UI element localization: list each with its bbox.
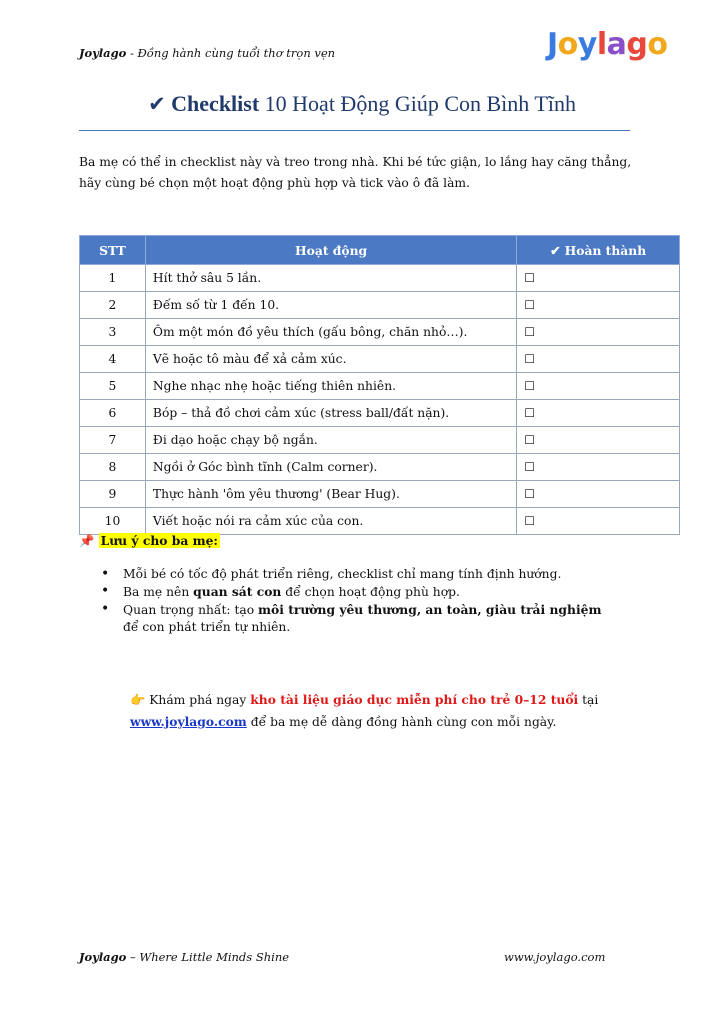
logo-letter: a	[606, 27, 627, 62]
note-item	[98, 583, 618, 601]
row-activity: Bóp – thả đồ chơi cảm xúc (stress ball/đất nặn).	[145, 400, 516, 427]
pushpin-icon: 📌	[79, 534, 95, 548]
cta-paragraph	[130, 689, 610, 733]
row-done-checkbox[interactable]: ☐	[517, 319, 680, 346]
table-row	[80, 346, 680, 373]
row-activity: Đếm số từ 1 đến 10.	[145, 292, 516, 319]
row-done-checkbox[interactable]: ☐	[517, 400, 680, 427]
title-bold: Checklist	[171, 91, 260, 116]
checklist-table	[79, 235, 680, 535]
row-activity: Ngồi ở Góc bình tĩnh (Calm corner).	[145, 454, 516, 481]
note-title: Lưu ý cho ba mẹ:	[100, 533, 218, 548]
row-done-checkbox[interactable]: ☐	[517, 508, 680, 535]
row-stt: 9	[80, 481, 146, 508]
header-done: ✔ Hoàn thành	[517, 236, 680, 265]
intro-paragraph: Ba mẹ có thể in checklist này và treo trong nhà. Khi bé tức giận, lo lắng hay căng thẳng, hãy cùng bé chọn một hoạt động phù hợp và tick vào ô đã làm.	[79, 155, 632, 190]
footer-brand: Joylago	[79, 950, 127, 964]
header-tagline-text: - Đồng hành cùng tuổi thơ trọn vẹn	[126, 46, 336, 60]
header-stt: STT	[80, 236, 146, 265]
row-activity: Ôm một món đồ yêu thích (gấu bông, chăn nhỏ…).	[145, 319, 516, 346]
footer-tagline	[79, 950, 289, 964]
logo-letter: y	[577, 27, 597, 62]
table-row	[80, 265, 680, 292]
note-heading	[79, 533, 220, 549]
pointing-hand-icon: 👉	[130, 693, 146, 707]
logo-letter: g	[626, 27, 648, 62]
row-activity: Nghe nhạc nhẹ hoặc tiếng thiên nhiên.	[145, 373, 516, 400]
note-item-3-bold: môi trường yêu thương, an toàn, giàu trải nghiệm	[258, 602, 602, 617]
checkmark-icon: ✔	[148, 92, 166, 116]
footer-tagline-text: – Where Little Minds Shine	[126, 950, 290, 964]
note-item-3-pre: Quan trọng nhất: tạo	[123, 603, 259, 617]
row-activity: Viết hoặc nói ra cảm xúc của con.	[145, 508, 516, 535]
row-stt: 7	[80, 427, 146, 454]
row-stt: 4	[80, 346, 146, 373]
row-activity: Thực hành 'ôm yêu thương' (Bear Hug).	[145, 481, 516, 508]
row-stt: 10	[80, 508, 146, 535]
logo-letter: o	[647, 27, 668, 62]
row-stt: 5	[80, 373, 146, 400]
row-done-checkbox[interactable]: ☐	[517, 454, 680, 481]
row-done-checkbox[interactable]: ☐	[517, 427, 680, 454]
row-activity: Đi dạo hoặc chạy bộ ngắn.	[145, 427, 516, 454]
row-stt: 2	[80, 292, 146, 319]
row-done-checkbox[interactable]: ☐	[517, 292, 680, 319]
header-activity: Hoạt động	[145, 236, 516, 265]
table-row	[80, 481, 680, 508]
header-brand: Joylago	[79, 46, 127, 60]
cta-highlight: kho tài liệu giáo dục miễn phí cho trẻ 0–12 tuổi	[250, 692, 579, 707]
row-stt: 1	[80, 265, 146, 292]
row-stt: 8	[80, 454, 146, 481]
logo-letter: l	[596, 27, 607, 62]
website-link[interactable]: www.joylago.com	[130, 714, 247, 729]
row-done-checkbox[interactable]: ☐	[517, 373, 680, 400]
table-row	[80, 427, 680, 454]
cta-pre: Khám phá ngay	[145, 693, 251, 707]
note-item-1-text: Mỗi bé có tốc độ phát triển riêng, checklist chỉ mang tính định hướng.	[123, 567, 562, 581]
page-title	[0, 91, 724, 117]
table-row	[80, 508, 680, 535]
note-item	[98, 601, 618, 636]
note-item-2-bold: quan sát con	[193, 584, 282, 599]
footer-url: www.joylago.com	[504, 950, 606, 964]
row-stt: 6	[80, 400, 146, 427]
cta-post: để ba mẹ dễ dàng đồng hành cùng con mỗi ngày.	[246, 715, 557, 729]
row-activity: Hít thở sâu 5 lần.	[145, 265, 516, 292]
cta-mid: tại	[578, 693, 599, 707]
note-item-2-post: để chọn hoạt động phù hợp.	[281, 585, 460, 599]
table-row	[80, 400, 680, 427]
note-item-2-pre: Ba mẹ nên	[123, 585, 194, 599]
table-row	[80, 373, 680, 400]
logo-letter: J	[547, 27, 558, 62]
row-done-checkbox[interactable]: ☐	[517, 265, 680, 292]
title-divider	[79, 130, 630, 131]
table-row	[80, 319, 680, 346]
joylago-logo	[547, 28, 668, 62]
table-header-row	[80, 236, 680, 265]
logo-letter: o	[557, 27, 578, 62]
note-item-3-post: để con phát triển tự nhiên.	[123, 620, 291, 634]
title-rest: 10 Hoạt Động Giúp Con Bình Tĩnh	[259, 91, 576, 116]
note-item	[98, 566, 618, 583]
table-row	[80, 292, 680, 319]
row-stt: 3	[80, 319, 146, 346]
row-done-checkbox[interactable]: ☐	[517, 481, 680, 508]
table-row	[80, 454, 680, 481]
row-done-checkbox[interactable]: ☐	[517, 346, 680, 373]
row-activity: Vẽ hoặc tô màu để xả cảm xúc.	[145, 346, 516, 373]
header-tagline	[79, 46, 335, 60]
note-list	[98, 566, 618, 636]
